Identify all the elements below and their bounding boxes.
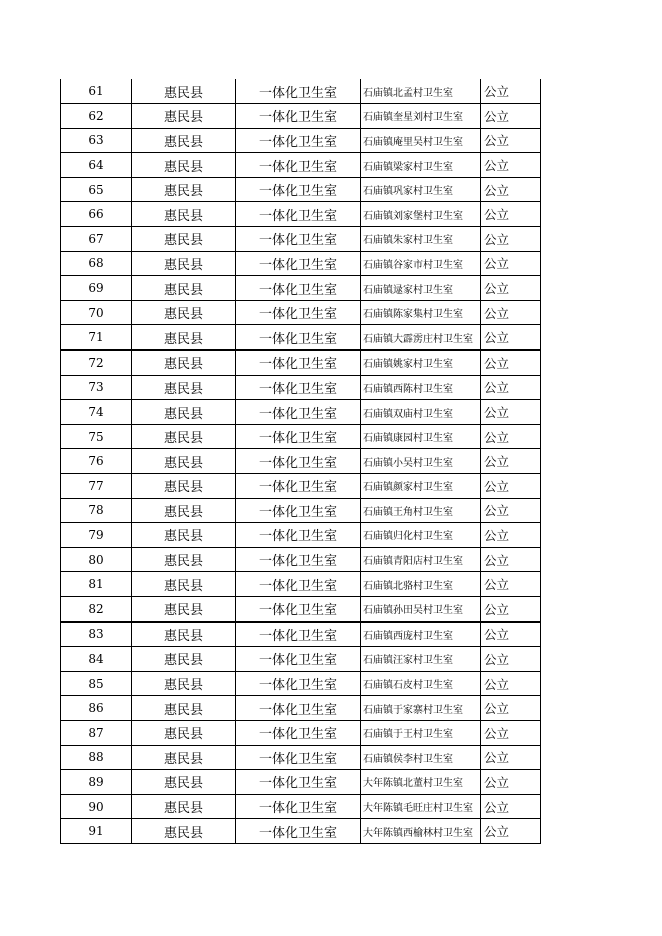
clinic-type-cell: 一体化卫生室: [236, 128, 361, 153]
clinic-type-cell: 一体化卫生室: [236, 523, 361, 548]
clinic-name-cell: 石庙镇西庞村卫生室: [361, 622, 481, 647]
row-number-cell: 71: [61, 325, 132, 350]
row-number-cell: 88: [61, 745, 132, 770]
clinic-name-cell: 大年陈镇北董村卫生室: [361, 770, 481, 795]
clinic-type-cell: 一体化卫生室: [236, 276, 361, 301]
row-number-cell: 66: [61, 202, 132, 227]
ownership-cell: 公立: [481, 596, 541, 621]
table-row: [61, 177, 541, 202]
county-cell: 惠民县: [132, 177, 236, 202]
clinic-type-cell: 一体化卫生室: [236, 400, 361, 425]
table-row: [61, 276, 541, 301]
county-cell: 惠民县: [132, 794, 236, 819]
table-row: [61, 424, 541, 449]
clinic-type-cell: 一体化卫生室: [236, 227, 361, 252]
row-number-cell: 83: [61, 622, 132, 647]
table-row: [61, 300, 541, 325]
table-row: [61, 251, 541, 276]
clinic-name-cell: 石庙镇大霹雳庄村卫生室: [361, 325, 481, 350]
clinic-name-cell: 石庙镇北骆村卫生室: [361, 572, 481, 597]
row-number-cell: 82: [61, 596, 132, 621]
clinic-type-cell: 一体化卫生室: [236, 300, 361, 325]
clinic-table-body: [61, 79, 541, 843]
county-cell: 惠民县: [132, 523, 236, 548]
ownership-cell: 公立: [481, 647, 541, 672]
county-cell: 惠民县: [132, 202, 236, 227]
clinic-name-cell: 大年陈镇西榆林村卫生室: [361, 819, 481, 844]
clinic-name-cell: 石庙镇逯家村卫生室: [361, 276, 481, 301]
spreadsheet-page: [60, 79, 540, 844]
county-cell: 惠民县: [132, 745, 236, 770]
table-row: [61, 400, 541, 425]
clinic-type-cell: 一体化卫生室: [236, 696, 361, 721]
clinic-name-cell: 石庙镇姚家村卫生室: [361, 350, 481, 375]
clinic-name-cell: 石庙镇西陈村卫生室: [361, 375, 481, 400]
ownership-cell: 公立: [481, 449, 541, 474]
county-cell: 惠民县: [132, 400, 236, 425]
ownership-cell: 公立: [481, 770, 541, 795]
row-number-cell: 69: [61, 276, 132, 301]
row-number-cell: 78: [61, 498, 132, 523]
clinic-type-cell: 一体化卫生室: [236, 104, 361, 129]
ownership-cell: 公立: [481, 300, 541, 325]
row-number-cell: 65: [61, 177, 132, 202]
county-cell: 惠民县: [132, 104, 236, 129]
table-row: [61, 375, 541, 400]
row-number-cell: 67: [61, 227, 132, 252]
table-row: [61, 671, 541, 696]
table-row: [61, 202, 541, 227]
county-cell: 惠民县: [132, 770, 236, 795]
ownership-cell: 公立: [481, 474, 541, 499]
row-number-cell: 63: [61, 128, 132, 153]
ownership-cell: 公立: [481, 375, 541, 400]
table-row: [61, 547, 541, 572]
row-number-cell: 84: [61, 647, 132, 672]
row-number-cell: 87: [61, 720, 132, 745]
clinic-type-cell: 一体化卫生室: [236, 325, 361, 350]
ownership-cell: 公立: [481, 547, 541, 572]
ownership-cell: 公立: [481, 671, 541, 696]
clinic-name-cell: 石庙镇北孟村卫生室: [361, 79, 481, 104]
ownership-cell: 公立: [481, 153, 541, 178]
clinic-name-cell: 石庙镇双庙村卫生室: [361, 400, 481, 425]
clinic-type-cell: 一体化卫生室: [236, 449, 361, 474]
county-cell: 惠民县: [132, 350, 236, 375]
clinic-type-cell: 一体化卫生室: [236, 350, 361, 375]
table-row: [61, 104, 541, 129]
county-cell: 惠民县: [132, 251, 236, 276]
clinic-type-cell: 一体化卫生室: [236, 177, 361, 202]
ownership-cell: 公立: [481, 720, 541, 745]
ownership-cell: 公立: [481, 350, 541, 375]
clinic-type-cell: 一体化卫生室: [236, 671, 361, 696]
ownership-cell: 公立: [481, 819, 541, 844]
clinic-name-cell: 石庙镇汪家村卫生室: [361, 647, 481, 672]
table-row: [61, 350, 541, 375]
row-number-cell: 86: [61, 696, 132, 721]
county-cell: 惠民县: [132, 671, 236, 696]
ownership-cell: 公立: [481, 572, 541, 597]
table-row: [61, 745, 541, 770]
county-cell: 惠民县: [132, 474, 236, 499]
table-row: [61, 720, 541, 745]
clinic-name-cell: 石庙镇颜家村卫生室: [361, 474, 481, 499]
table-row: [61, 794, 541, 819]
clinic-name-cell: 石庙镇庵里吴村卫生室: [361, 128, 481, 153]
clinic-type-cell: 一体化卫生室: [236, 79, 361, 104]
clinic-name-cell: 石庙镇于家寨村卫生室: [361, 696, 481, 721]
clinic-name-cell: 石庙镇谷家市村卫生室: [361, 251, 481, 276]
table-row: [61, 523, 541, 548]
clinic-type-cell: 一体化卫生室: [236, 720, 361, 745]
county-cell: 惠民县: [132, 79, 236, 104]
row-number-cell: 74: [61, 400, 132, 425]
row-number-cell: 62: [61, 104, 132, 129]
clinic-table: [60, 79, 541, 844]
clinic-name-cell: 石庙镇王角村卫生室: [361, 498, 481, 523]
ownership-cell: 公立: [481, 79, 541, 104]
county-cell: 惠民县: [132, 720, 236, 745]
county-cell: 惠民县: [132, 276, 236, 301]
clinic-type-cell: 一体化卫生室: [236, 547, 361, 572]
row-number-cell: 73: [61, 375, 132, 400]
clinic-type-cell: 一体化卫生室: [236, 202, 361, 227]
table-row: [61, 647, 541, 672]
clinic-type-cell: 一体化卫生室: [236, 819, 361, 844]
county-cell: 惠民县: [132, 153, 236, 178]
clinic-type-cell: 一体化卫生室: [236, 770, 361, 795]
clinic-name-cell: 石庙镇巩家村卫生室: [361, 177, 481, 202]
clinic-name-cell: 石庙镇陈家集村卫生室: [361, 300, 481, 325]
table-row: [61, 770, 541, 795]
row-number-cell: 90: [61, 794, 132, 819]
county-cell: 惠民县: [132, 300, 236, 325]
ownership-cell: 公立: [481, 202, 541, 227]
row-number-cell: 64: [61, 153, 132, 178]
county-cell: 惠民县: [132, 572, 236, 597]
county-cell: 惠民县: [132, 596, 236, 621]
row-number-cell: 85: [61, 671, 132, 696]
table-row: [61, 498, 541, 523]
ownership-cell: 公立: [481, 745, 541, 770]
table-row: [61, 128, 541, 153]
row-number-cell: 81: [61, 572, 132, 597]
table-row: [61, 227, 541, 252]
clinic-name-cell: 石庙镇梁家村卫生室: [361, 153, 481, 178]
table-row: [61, 325, 541, 350]
table-row: [61, 819, 541, 844]
clinic-type-cell: 一体化卫生室: [236, 498, 361, 523]
ownership-cell: 公立: [481, 794, 541, 819]
row-number-cell: 70: [61, 300, 132, 325]
clinic-type-cell: 一体化卫生室: [236, 375, 361, 400]
county-cell: 惠民县: [132, 696, 236, 721]
clinic-name-cell: 石庙镇石皮村卫生室: [361, 671, 481, 696]
clinic-name-cell: 石庙镇朱家村卫生室: [361, 227, 481, 252]
county-cell: 惠民县: [132, 547, 236, 572]
row-number-cell: 77: [61, 474, 132, 499]
clinic-name-cell: 石庙镇于王村卫生室: [361, 720, 481, 745]
clinic-name-cell: 石庙镇康园村卫生室: [361, 424, 481, 449]
county-cell: 惠民县: [132, 128, 236, 153]
clinic-name-cell: 石庙镇刘家堡村卫生室: [361, 202, 481, 227]
county-cell: 惠民县: [132, 375, 236, 400]
row-number-cell: 76: [61, 449, 132, 474]
clinic-type-cell: 一体化卫生室: [236, 251, 361, 276]
table-row: [61, 696, 541, 721]
ownership-cell: 公立: [481, 498, 541, 523]
row-number-cell: 61: [61, 79, 132, 104]
county-cell: 惠民县: [132, 498, 236, 523]
county-cell: 惠民县: [132, 622, 236, 647]
county-cell: 惠民县: [132, 647, 236, 672]
ownership-cell: 公立: [481, 104, 541, 129]
ownership-cell: 公立: [481, 622, 541, 647]
table-row: [61, 449, 541, 474]
clinic-name-cell: 石庙镇小吴村卫生室: [361, 449, 481, 474]
clinic-type-cell: 一体化卫生室: [236, 745, 361, 770]
clinic-name-cell: 石庙镇孙田吴村卫生室: [361, 596, 481, 621]
county-cell: 惠民县: [132, 227, 236, 252]
county-cell: 惠民县: [132, 424, 236, 449]
clinic-name-cell: 大年陈镇毛旺庄村卫生室: [361, 794, 481, 819]
ownership-cell: 公立: [481, 177, 541, 202]
county-cell: 惠民县: [132, 449, 236, 474]
table-row: [61, 622, 541, 647]
clinic-type-cell: 一体化卫生室: [236, 153, 361, 178]
ownership-cell: 公立: [481, 251, 541, 276]
table-row: [61, 153, 541, 178]
ownership-cell: 公立: [481, 696, 541, 721]
clinic-type-cell: 一体化卫生室: [236, 572, 361, 597]
table-row: [61, 572, 541, 597]
ownership-cell: 公立: [481, 523, 541, 548]
clinic-type-cell: 一体化卫生室: [236, 794, 361, 819]
clinic-type-cell: 一体化卫生室: [236, 474, 361, 499]
county-cell: 惠民县: [132, 325, 236, 350]
county-cell: 惠民县: [132, 819, 236, 844]
row-number-cell: 75: [61, 424, 132, 449]
ownership-cell: 公立: [481, 400, 541, 425]
ownership-cell: 公立: [481, 128, 541, 153]
table-row: [61, 474, 541, 499]
clinic-type-cell: 一体化卫生室: [236, 596, 361, 621]
clinic-name-cell: 石庙镇奎星刘村卫生室: [361, 104, 481, 129]
ownership-cell: 公立: [481, 325, 541, 350]
ownership-cell: 公立: [481, 424, 541, 449]
clinic-type-cell: 一体化卫生室: [236, 622, 361, 647]
ownership-cell: 公立: [481, 227, 541, 252]
ownership-cell: 公立: [481, 276, 541, 301]
clinic-name-cell: 石庙镇侯李村卫生室: [361, 745, 481, 770]
row-number-cell: 80: [61, 547, 132, 572]
clinic-name-cell: 石庙镇青阳店村卫生室: [361, 547, 481, 572]
row-number-cell: 89: [61, 770, 132, 795]
clinic-type-cell: 一体化卫生室: [236, 424, 361, 449]
row-number-cell: 68: [61, 251, 132, 276]
clinic-type-cell: 一体化卫生室: [236, 647, 361, 672]
table-row: [61, 79, 541, 104]
clinic-name-cell: 石庙镇归化村卫生室: [361, 523, 481, 548]
row-number-cell: 91: [61, 819, 132, 844]
row-number-cell: 79: [61, 523, 132, 548]
row-number-cell: 72: [61, 350, 132, 375]
table-row: [61, 596, 541, 621]
